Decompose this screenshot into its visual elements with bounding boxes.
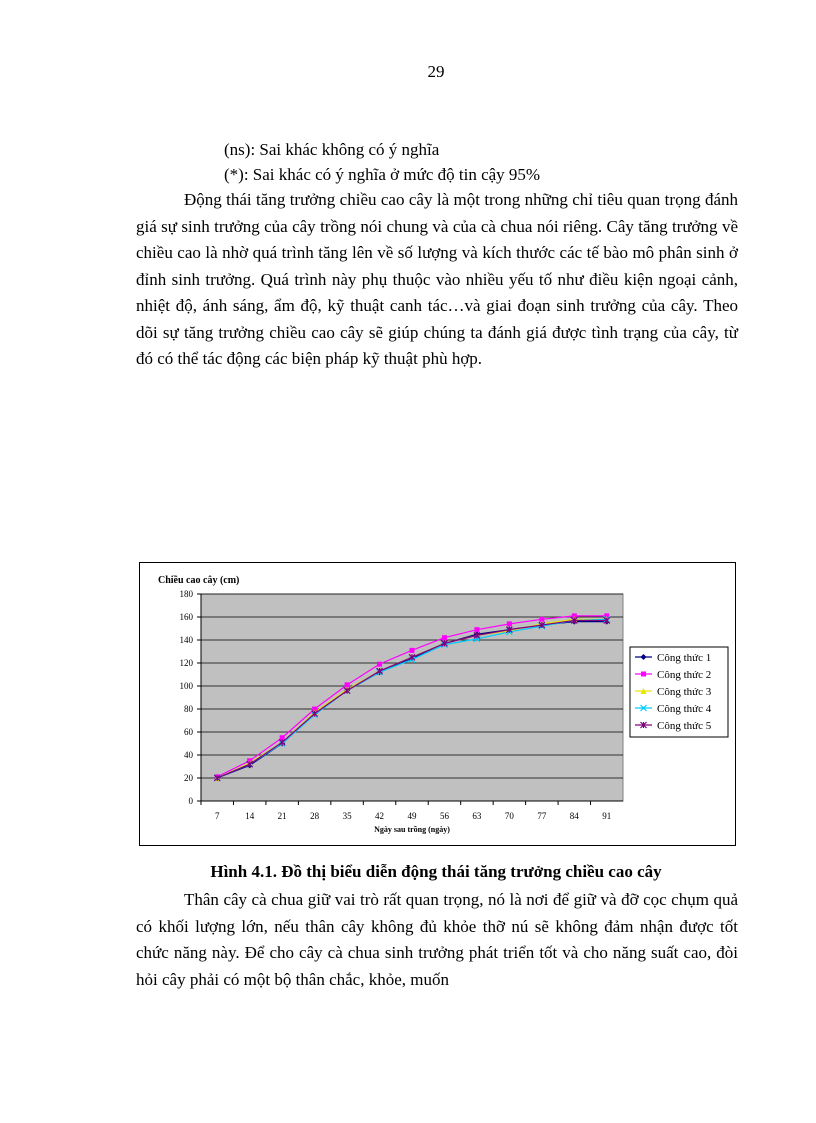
y-tick-label: 0 [188, 796, 193, 806]
legend-marker [641, 672, 646, 677]
data-point [507, 621, 512, 626]
legend-entry: Công thức 4 [657, 703, 712, 715]
x-tick-label: 63 [472, 811, 482, 821]
x-tick-label: 42 [375, 811, 385, 821]
x-tick-label: 70 [504, 811, 514, 821]
x-tick-label: 49 [407, 811, 417, 821]
y-tick-label: 120 [179, 658, 193, 668]
data-point [377, 662, 382, 667]
x-tick-label: 56 [439, 811, 449, 821]
x-tick-label: 28 [310, 811, 320, 821]
legend-entry: Công thức 1 [657, 652, 712, 664]
x-tick-label: 35 [342, 811, 352, 821]
y-tick-label: 80 [184, 704, 193, 714]
x-tick-label: 91 [602, 811, 612, 821]
y-axis-label: Chiều cao cây (cm) [158, 575, 240, 586]
page-number: 29 [427, 62, 445, 81]
data-point [442, 635, 447, 640]
legend-entry: Công thức 5 [657, 720, 712, 732]
chart-figure [139, 562, 736, 846]
y-tick-label: 20 [184, 773, 193, 783]
y-tick-label: 100 [179, 681, 193, 691]
figure-caption: Hình 4.1. Đồ thị biểu diễn động thái tăng trưởng chiều cao cây [210, 862, 662, 881]
y-tick-label: 180 [179, 589, 193, 599]
x-tick-label: 21 [277, 811, 287, 821]
x-axis-label: Ngày sau trồng (ngày) [374, 825, 450, 834]
data-point [474, 627, 479, 632]
legend-entry: Công thức 3 [657, 686, 712, 698]
height-growth-chart [140, 563, 735, 845]
note-ns: (ns): Sai khác không có ý nghĩa [224, 140, 440, 159]
y-tick-label: 60 [184, 727, 193, 737]
y-tick-label: 140 [179, 635, 193, 645]
x-tick-label: 77 [537, 811, 547, 821]
y-tick-label: 40 [184, 750, 193, 760]
plot-area [201, 594, 623, 801]
data-point [410, 648, 415, 653]
legend-entry: Công thức 2 [657, 669, 712, 681]
paragraph-stem-role: Thân cây cà chua giữ vai trò rất quan trọng, nó là nơi để giữ và đỡ cọc chụm quả có khối lượng lớn, nếu thân cây không đủ khỏe thỡ nú sẽ không đảm nhận được tốt chức năng này. Để cho cây cà chua sinh trưởng phát triển tốt và cho năng suất cao, đòi hỏi cây phải có một bộ thân chắc, khỏe, muốn [136, 890, 738, 989]
y-tick-label: 160 [179, 612, 193, 622]
x-tick-label: 7 [214, 811, 220, 821]
x-tick-label: 84 [569, 811, 579, 821]
note-significance: (*): Sai khác có ý nghĩa ở mức độ tin cậy 95% [224, 165, 541, 184]
x-tick-label: 14 [245, 811, 255, 821]
paragraph-height-growth: Động thái tăng trưởng chiều cao cây là một trong những chỉ tiêu quan trọng đánh giá sự sinh trưởng của cây trồng nói chung và của cà chua nói riêng. Cây tăng trưởng về chiều cao là nhờ quá trình tăng lên về số lượng và kích thước các tế bào mô phân sinh ở đỉnh sinh trưởng. Quá trình này phụ thuộc vào nhiều yếu tố như điều kiện ngoại cảnh, nhiệt độ, ánh sáng, ẩm độ, kỹ thuật canh tác…và giai đoạn sinh trưởng của cây. Theo dõi sự tăng trưởng chiều cao cây sẽ giúp chúng ta đánh giá được tình trạng của cây, từ đó có thể tác động các biện pháp kỹ thuật phù hợp. [136, 190, 738, 368]
